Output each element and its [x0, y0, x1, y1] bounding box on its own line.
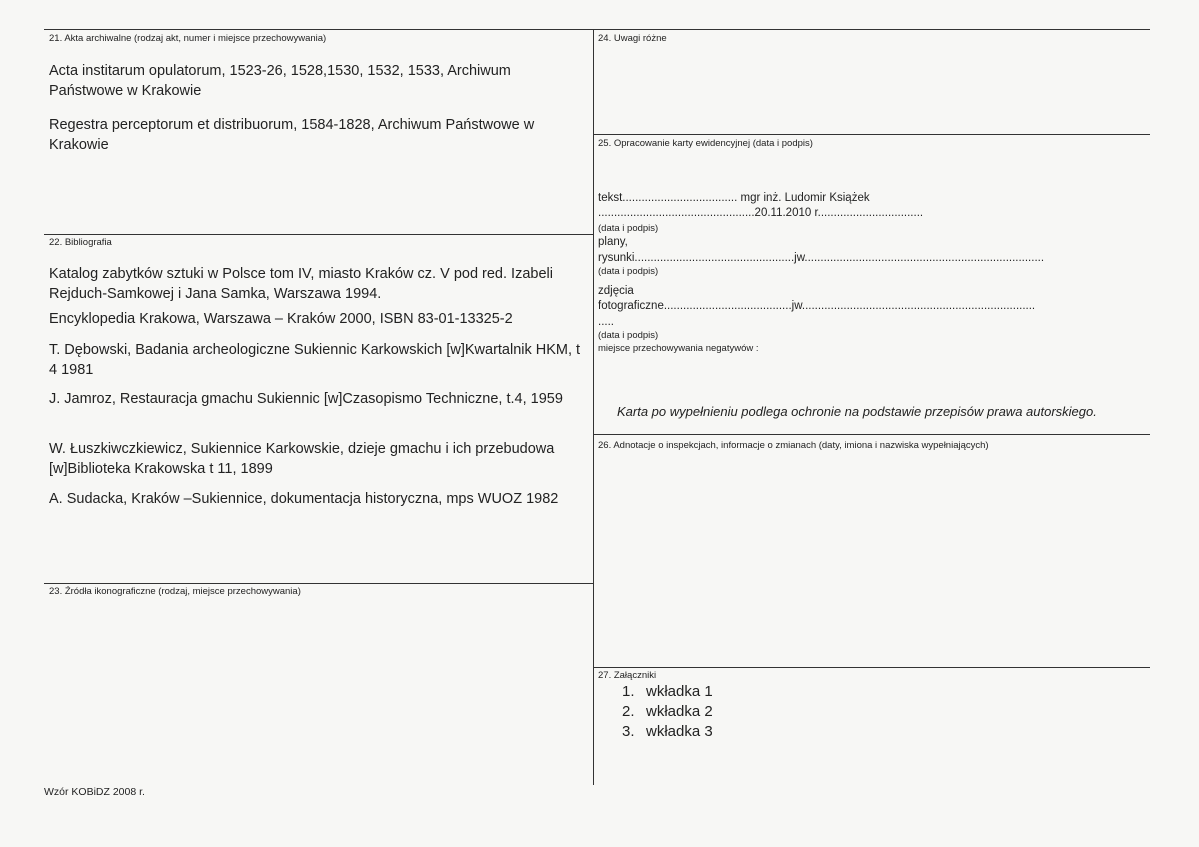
divider-center [593, 29, 594, 785]
divider-right-25 [593, 134, 1150, 135]
negatives-location-label: miejsce przechowywania negatywów : [598, 343, 759, 354]
list-item-text: wkładka 1 [646, 683, 713, 700]
date-signature-caption: (data i podpis) [598, 223, 659, 234]
list-item-number: 1. [622, 683, 635, 700]
text-author-line: tekst.................................... mgr inż. Ludomir Książek [598, 192, 870, 204]
section-25-label: 25. Opracowanie karty ewidencyjnej (data i podpis) [598, 138, 813, 149]
list-item-text: wkładka 3 [646, 723, 713, 740]
archive-entry: Regestra perceptorum et distribuorum, 1584-1828, Archiwum Państwowe w Krakowie [49, 117, 535, 153]
section-24-label: 24. Uwagi różne [598, 33, 667, 44]
date-signature-caption: (data i podpis) [598, 330, 659, 341]
section-27-label: 27. Załączniki [598, 670, 657, 681]
divider-left-22 [44, 234, 593, 235]
divider-top [44, 29, 1150, 30]
bibliography-entry: A. Sudacka, Kraków –Sukiennice, dokumentacja historyczna, mps WUOZ 1982 [49, 491, 559, 507]
divider-right-26 [593, 434, 1150, 435]
photographs-line: fotograficzne........................................jw......................................................................... [598, 300, 1036, 312]
attachments-list [622, 682, 713, 742]
list-item [622, 702, 713, 722]
date-signature-caption: (data i podpis) [598, 266, 659, 277]
section-23-label: 23. Źródła ikonograficzne (rodzaj, miejsce przechowywania) [49, 586, 301, 597]
list-item [622, 682, 713, 702]
copyright-notice: Karta po wypełnieniu podlega ochronie na podstawie przepisów prawa autorskiego. [617, 404, 1097, 419]
archive-entry: Acta institarum opulatorum, 1523-26, 1528,1530, 1532, 1533, Archiwum Państwowe w Krakowie [49, 63, 511, 99]
section-22-label: 22. Bibliografia [49, 237, 112, 248]
list-item-number: 3. [622, 723, 635, 740]
list-item-number: 2. [622, 703, 635, 720]
divider-right-27 [593, 667, 1150, 668]
bibliography-entry: J. Jamroz, Restauracja gmachu Sukiennic [w]Czasopismo Techniczne, t.4, 1959 [49, 391, 563, 407]
plans-line: plany, [598, 236, 628, 248]
bibliography-entry: Encyklopedia Krakowa, Warszawa – Kraków 2000, ISBN 83-01-13325-2 [49, 311, 513, 327]
dots-line: ..... [598, 316, 614, 328]
section-26-label: 26. Adnotacje o inspekcjach, informacje o zmianach (daty, imiona i nazwiska wypełniających) [598, 440, 989, 451]
divider-left-23 [44, 583, 593, 584]
bibliography-entry: Katalog zabytków sztuki w Polsce tom IV, miasto Kraków cz. V pod red. Izabeli Rejduch-Samkowej i Jana Samka, Warszawa 1994. [49, 266, 553, 302]
text-date-line: .................................................20.11.2010 r................................. [598, 207, 924, 219]
bibliography-entry: T. Dębowski, Badania archeologiczne Sukiennic Karkowskich [w]Kwartalnik HKM, t 4 1981 [49, 342, 581, 378]
form-template-footer: Wzór KOBiDZ 2008 r. [44, 786, 145, 798]
photos-line: zdjęcia [598, 285, 634, 297]
list-item-text: wkładka 2 [646, 703, 713, 720]
drawings-line: rysunki..................................................jw........................................................................... [598, 252, 1045, 264]
section-21-label: 21. Akta archiwalne (rodzaj akt, numer i miejsce przechowywania) [49, 33, 327, 44]
list-item [622, 722, 713, 742]
bibliography-entry: W. Łuszkiwczkiewicz, Sukiennice Karkowskie, dzieje gmachu i ich przebudowa [w]Biblioteka Krakowska t 11, 1899 [49, 441, 555, 477]
